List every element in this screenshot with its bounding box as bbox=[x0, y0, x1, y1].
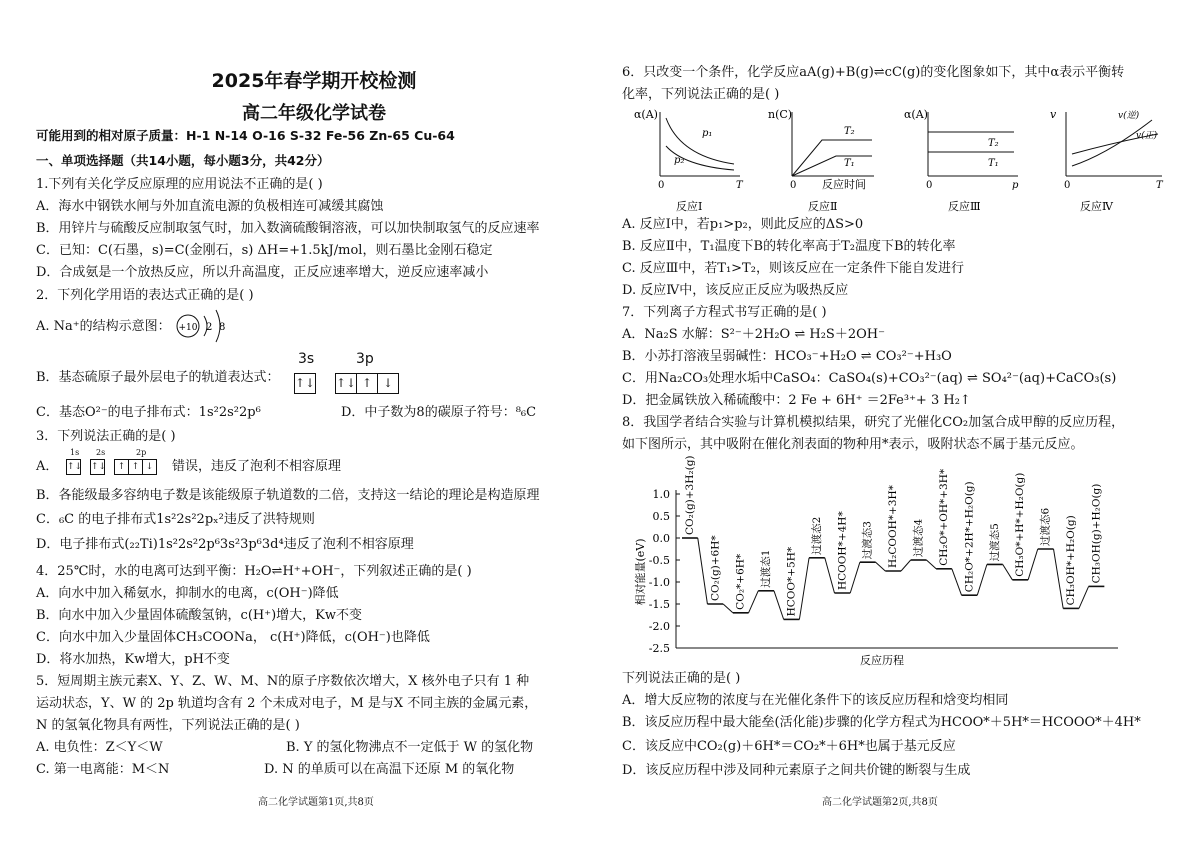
energy-connector bbox=[901, 560, 911, 571]
question-8-prompt: 下列说法正确的是( ) bbox=[622, 671, 741, 686]
orbital-label-1s: 1s bbox=[70, 448, 80, 457]
chart-y-axis-label: 相对能量(eV) bbox=[634, 538, 647, 606]
q5-option-c: C. 第一电离能：M＜N bbox=[36, 762, 170, 777]
energy-level-label: CH₃OH(g)+H₂O(g) bbox=[1090, 483, 1103, 584]
nucleus-charge: +10 bbox=[178, 323, 198, 333]
energy-connector bbox=[723, 604, 733, 613]
q5-option-b: B. Y 的氢化物沸点不一定低于 W 的氢化物 bbox=[286, 740, 534, 755]
energy-level-label: CH₃O*+H*+H₂O(g) bbox=[1014, 472, 1027, 577]
q4-option-b: B．向水中加入少量固体硫酸氢钠，c(H⁺)增大，Kw不变 bbox=[36, 608, 363, 623]
question-1: 1.下列有关化学反应原理的应用说法不正确的是( ) bbox=[36, 177, 323, 192]
q8-option-a: A．增大反应物的浓度与在光催化条件下的该反应历程和焓变均相同 bbox=[622, 693, 1009, 708]
graph-3-curve-t1: T₁ bbox=[988, 158, 999, 169]
question-8-line-1: 8．我国学者结合实验与计算机模拟结果，研究了光催化CO₂加氢合成甲醇的反应历程， bbox=[622, 415, 1125, 430]
chart-x-axis-label: 反应历程 bbox=[860, 654, 904, 667]
q8-option-c: C．该反应中CO₂(g)＋6H*＝CO₂*＋6H*也属于基元反应 bbox=[622, 739, 956, 754]
graph-1-xlabel: T bbox=[736, 180, 743, 191]
graph-reaction-4 bbox=[1050, 108, 1164, 213]
chart-y-tick-label: 0.0 bbox=[652, 532, 670, 545]
q1-option-d: D．合成氨是一个放热反应，所以升高温度，正反应速率增大，逆反应速率减小 bbox=[36, 265, 489, 280]
energy-connector bbox=[825, 558, 835, 593]
carbon-orbital-diagram bbox=[66, 459, 156, 475]
q1-option-b: B．用锌片与硫酸反应制取氢气时，加入数滴硫酸铜溶液，可以加快制取氢气的反应速率 bbox=[36, 221, 540, 236]
q7-option-a: A．Na₂S 水解：S²⁻＋2H₂O ⇌ H₂S＋2OH⁻ bbox=[622, 327, 885, 342]
graph-2-caption: 反应Ⅱ bbox=[808, 200, 838, 213]
q3-option-a-prefix: A． bbox=[36, 459, 59, 474]
chart-y-tick-label: -1.5 bbox=[648, 598, 670, 611]
atomic-masses: 可能用到的相对原子质量：H-1 N-14 O-16 S-32 Fe-56 Zn-65 Cu-64 bbox=[36, 128, 455, 143]
q4-option-a: A．向水中加入稀氨水，抑制水的电离，c(OH⁻)降低 bbox=[36, 586, 339, 601]
q6-option-a: A. 反应Ⅰ中，若p₁>p₂，则此反应的ΔS>0 bbox=[622, 217, 864, 232]
page-footer-1: 高二化学试题第1页,共8页 bbox=[258, 797, 374, 808]
energy-connector bbox=[749, 591, 759, 613]
question-2: 2．下列化学用语的表达式正确的是( ) bbox=[36, 288, 254, 303]
energy-level-label: CO₂*+6H* bbox=[734, 553, 747, 610]
graph-1-curve-p2: p₂ bbox=[674, 155, 685, 166]
q2-option-b: B．基态硫原子最外层电子的轨道表达式： bbox=[36, 370, 280, 385]
graph-4-curve-v-reverse: v(逆) bbox=[1118, 111, 1140, 121]
question-5-line-2: 运动状态，Y、W 的 2p 轨道均含有 2 个未成对电子，M 是与X 不同主族的金属元素， bbox=[36, 696, 538, 711]
chart-y-tick-label: 0.5 bbox=[652, 510, 670, 523]
energy-level-label: 过渡态1 bbox=[760, 549, 773, 588]
graph-4-caption: 反应Ⅳ bbox=[1080, 200, 1113, 213]
q8-option-d: D．该反应历程中涉及同种元素原子之间共价键的断裂与生成 bbox=[622, 763, 971, 778]
energy-level-label: 过渡态4 bbox=[912, 518, 925, 557]
q2-option-c: C．基态O²⁻的电子排布式：1s²2s²2p⁶ bbox=[36, 405, 261, 420]
equilibrium-graphs bbox=[622, 104, 1178, 216]
energy-level-label: 过渡态6 bbox=[1039, 507, 1052, 546]
energy-profile-chart bbox=[622, 454, 1122, 668]
q3-option-c: C．₆C 的电子排布式1s²2s²2pₓ²违反了洪特规则 bbox=[36, 512, 315, 527]
page-footer-2: 高二化学试题第2页,共8页 bbox=[822, 797, 938, 808]
energy-level-label: 过渡态3 bbox=[861, 521, 874, 560]
chart-y-tick-label: -2.5 bbox=[648, 642, 670, 655]
orbital-label-2p: 2p bbox=[136, 448, 147, 457]
orbital-2s: ↑↓ bbox=[90, 459, 105, 475]
graph-1-curve-p1: p₁ bbox=[702, 128, 713, 139]
graph-2-origin: 0 bbox=[790, 180, 797, 191]
q4-option-d: D．将水加热，Kw增大，pH不变 bbox=[36, 652, 230, 667]
q7-option-b: B．小苏打溶液呈弱碱性：HCO₃⁻+H₂O ⇌ CO₃²⁻+H₃O bbox=[622, 349, 952, 364]
q5-option-a: A. 电负性：Z＜Y＜W bbox=[36, 740, 163, 755]
energy-level-label: CO₂(g)+6H* bbox=[709, 535, 722, 601]
energy-connector bbox=[1079, 586, 1089, 608]
question-5-line-1: 5．短周期主族元素X、Y、Z、W、M、N的原子序数依次增大，X 核外电子只有 1 种 bbox=[36, 674, 530, 689]
energy-level-label: 过渡态5 bbox=[988, 523, 1001, 562]
q6-option-b: B. 反应Ⅱ中，T₁温度下B的转化率高于T₂温度下B的转化率 bbox=[622, 239, 956, 254]
exam-subtitle: 高二年级化学试卷 bbox=[242, 103, 386, 124]
q1-option-a: A．海水中钢铁水闸与外加直流电源的负极相连可减缓其腐蚀 bbox=[36, 199, 384, 214]
q4-option-c: C．向水中加入少量固体CH₃COONa， c(H⁺)降低，c(OH⁻)也降低 bbox=[36, 630, 430, 645]
energy-connector bbox=[1028, 549, 1038, 580]
graph-reaction-2 bbox=[768, 108, 874, 213]
question-4: 4．25℃时，水的电离可达到平衡：H₂O⇌H⁺+OH⁻，下列叙述正确的是( ) bbox=[36, 564, 472, 579]
chart-y-tick-label: -0.5 bbox=[648, 554, 670, 567]
energy-level-label: H₂COOH*+3H* bbox=[887, 485, 900, 568]
orbital-3s: ↑↓ bbox=[294, 373, 316, 394]
graph-reaction-3 bbox=[904, 108, 1019, 213]
energy-level-label: CO₂(g)+3H₂(g) bbox=[683, 455, 696, 535]
shell-1-electrons: 2 bbox=[206, 322, 213, 333]
q2-option-a: A. Na⁺的结构示意图： bbox=[36, 319, 171, 334]
question-7: 7．下列离子方程式书写正确的是( ) bbox=[622, 305, 827, 320]
orbital-label-2s: 2s bbox=[96, 448, 106, 457]
orbital-3p-1: ↑↓ bbox=[335, 373, 357, 394]
graph-reaction-1 bbox=[634, 108, 744, 213]
energy-level-label: HCOO*+5H* bbox=[785, 546, 798, 617]
orbital-3p-2: ↑ bbox=[356, 373, 378, 394]
graph-4-ylabel: v bbox=[1050, 108, 1057, 121]
energy-connector bbox=[977, 564, 987, 595]
question-6-line-2: 化率，下列说法正确的是( ) bbox=[622, 87, 780, 102]
chart-y-tick-label: -2.0 bbox=[648, 620, 670, 633]
orbital-2p-3: ↓ bbox=[142, 459, 157, 475]
q8-option-b: B．该反应历程中最大能垒(活化能)步骤的化学方程式为HCOO*＋5H*＝HCOOO*＋4H* bbox=[622, 715, 1141, 730]
energy-level-label: HCOOH*+4H* bbox=[836, 511, 849, 590]
orbital-2p-1: ↑ bbox=[114, 459, 129, 475]
q3-option-a-text: 错误，违反了泡利不相容原理 bbox=[172, 459, 342, 474]
q7-option-d: D．把金属铁放入稀硫酸中：2 Fe + 6H⁺ ＝2Fe³⁺+ 3 H₂↑ bbox=[622, 393, 971, 408]
graph-2-curve-t2: T₂ bbox=[844, 126, 855, 137]
q3-option-b: B．各能级最多容纳电子数是该能级原子轨道数的二倍，支持这一结论的理论是构造原理 bbox=[36, 488, 540, 503]
orbital-label-3p: 3p bbox=[356, 351, 374, 367]
graph-1-caption: 反应Ⅰ bbox=[676, 200, 703, 213]
q6-option-c: C. 反应Ⅲ中，若T₁>T₂，则该反应在一定条件下能自发进行 bbox=[622, 261, 964, 276]
chart-y-tick-label: -1.0 bbox=[648, 576, 670, 589]
section-heading: 一、单项选择题（共14小题，每小题3分，共42分） bbox=[36, 153, 330, 168]
graph-2-ylabel: n(C) bbox=[768, 108, 793, 121]
energy-connector bbox=[876, 562, 886, 571]
shell-2-electrons: 8 bbox=[219, 322, 226, 333]
energy-connector bbox=[1054, 549, 1064, 608]
orbital-1s: ↑↓ bbox=[66, 459, 81, 475]
question-3: 3．下列说法正确的是( ) bbox=[36, 429, 176, 444]
graph-1-origin: 0 bbox=[658, 180, 665, 191]
energy-connector bbox=[850, 562, 860, 593]
energy-connector bbox=[926, 560, 936, 569]
graph-2-curve-t1: T₁ bbox=[844, 158, 855, 169]
graph-1-ylabel: α(A) bbox=[634, 108, 658, 121]
chart-y-tick-label: 1.0 bbox=[652, 488, 670, 501]
q2-option-d: D．中子数为8的碳原子符号：⁸₆C bbox=[341, 405, 537, 420]
graph-3-curve-t2: T₂ bbox=[988, 138, 999, 149]
graph-4-xlabel: T bbox=[1156, 180, 1163, 191]
energy-connector bbox=[774, 591, 784, 620]
energy-level-label: CH₂O*+OH*+3H* bbox=[937, 468, 950, 566]
orbital-3p-3: ↓ bbox=[377, 373, 399, 394]
graph-3-ylabel: α(A) bbox=[904, 108, 928, 121]
energy-level-label: CH₃OH*+H₂O(g) bbox=[1065, 515, 1078, 606]
question-6-line-1: 6．只改变一个条件，化学反应aA(g)+B(g)⇌cC(g)的变化图象如下，其中α表示平衡转 bbox=[622, 65, 1125, 80]
q7-option-c: C．用Na₂CO₃处理水垢中CaSO₄：CaSO₄(s)+CO₃²⁻(aq) ⇌ SO₄²⁻(aq)+CaCO₃(s) bbox=[622, 371, 1117, 386]
question-8-line-2: 如下图所示，其中吸附在催化剂表面的物种用*表示，吸附状态不属于基元反应。 bbox=[622, 437, 1084, 452]
graph-3-caption: 反应Ⅲ bbox=[948, 200, 981, 213]
na-structure-diagram bbox=[174, 306, 234, 348]
graph-4-origin: 0 bbox=[1064, 180, 1071, 191]
orbital-label-3s: 3s bbox=[298, 351, 315, 367]
graph-4-curve-v-forward: v(正) bbox=[1136, 131, 1158, 141]
energy-connector bbox=[952, 569, 962, 595]
q6-option-d: D. 反应Ⅳ中，该反应正反应为吸热反应 bbox=[622, 283, 849, 298]
energy-connector bbox=[799, 558, 809, 620]
q3-option-d: D．电子排布式(₂₂Ti)1s²2s²2p⁶3s²3p⁶3d⁴违反了泡利不相容原理 bbox=[36, 537, 414, 552]
orbital-2p-2: ↑ bbox=[128, 459, 143, 475]
energy-connector bbox=[1003, 564, 1013, 579]
question-5-line-3: N 的氢氧化物具有两性，下列说法正确的是( ) bbox=[36, 718, 300, 733]
graph-3-xlabel: p bbox=[1012, 180, 1019, 191]
energy-level-label: 过渡态2 bbox=[810, 516, 823, 555]
q5-option-d: D. N 的单质可以在高温下还原 M 的氧化物 bbox=[264, 762, 515, 777]
q1-option-c: C．已知：C(石墨，s)=C(金刚石，s) ΔH=+1.5kJ/mol，则石墨比金刚石稳定 bbox=[36, 243, 493, 258]
graph-2-xlabel: 反应时间 bbox=[822, 178, 866, 191]
energy-level-label: CH₂O*+2H*+H₂O(g) bbox=[963, 481, 976, 593]
sulfur-orbital-diagram bbox=[294, 373, 398, 394]
graph-3-origin: 0 bbox=[926, 180, 933, 191]
exam-title: 2025年春学期开校检测 bbox=[211, 70, 417, 92]
energy-connector bbox=[698, 538, 708, 604]
